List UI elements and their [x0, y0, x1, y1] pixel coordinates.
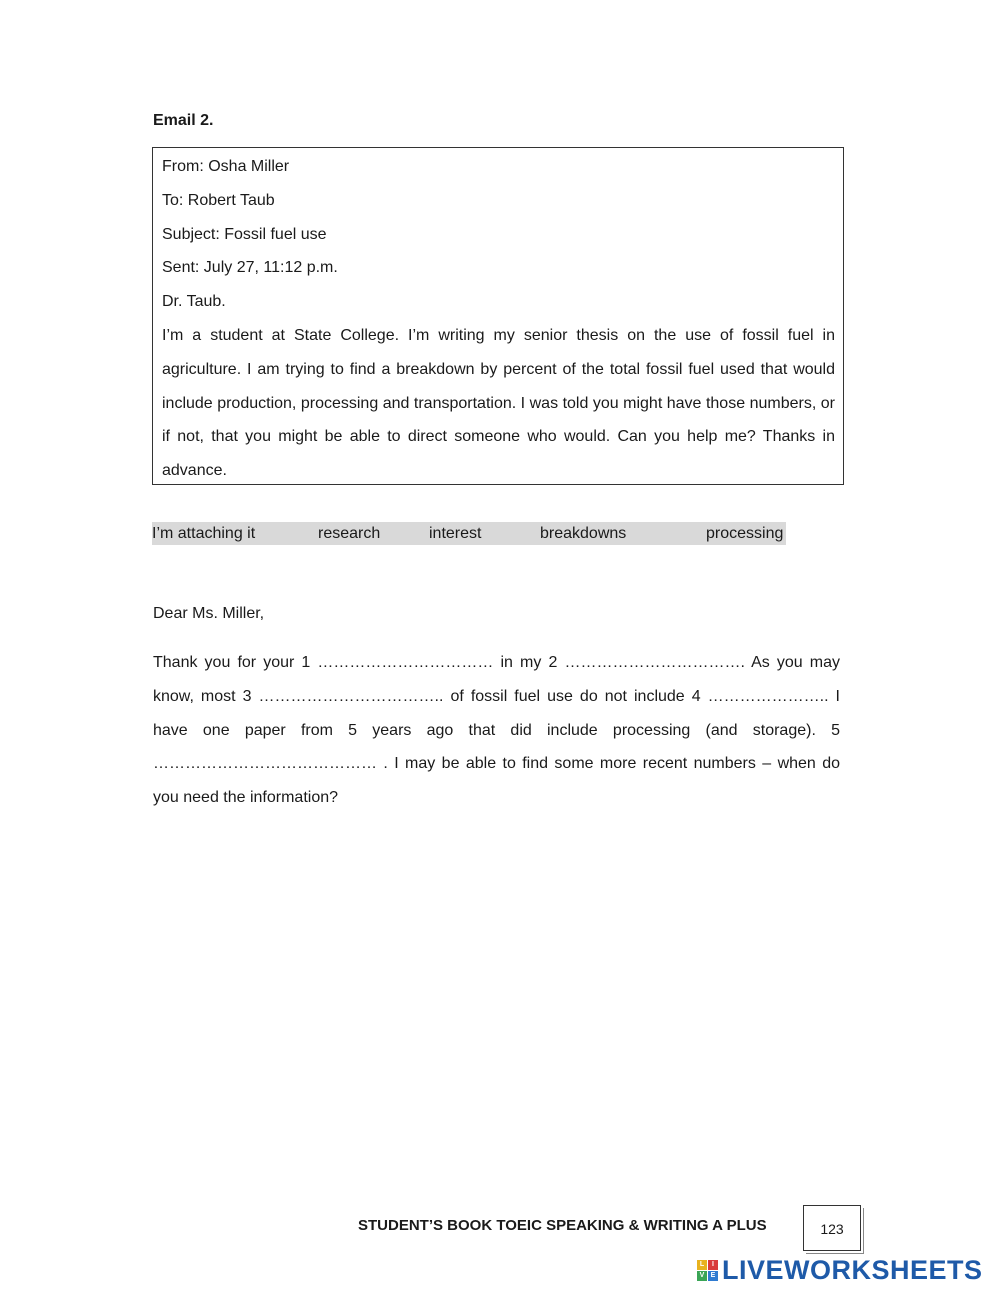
- logo-block-v: V: [697, 1271, 707, 1281]
- logo-text: LIVEWORKSHEETS: [722, 1254, 983, 1285]
- reply-salutation: Dear Ms. Miller,: [153, 605, 265, 622]
- logo-block-e: E: [708, 1271, 718, 1281]
- email-box: [152, 147, 844, 485]
- logo-blocks-icon: [697, 1260, 718, 1281]
- word-bank-item: research: [318, 525, 381, 542]
- email-subject: Subject: Fossil fuel use: [162, 225, 327, 243]
- email-greeting: Dr. Taub.: [162, 293, 226, 311]
- liveworksheets-logo: [697, 1255, 983, 1285]
- word-bank-item: processing: [706, 525, 784, 542]
- logo-block-l: L: [697, 1260, 707, 1270]
- word-bank: [152, 522, 786, 545]
- word-bank-item: I’m attaching it: [152, 525, 256, 542]
- email-to: To: Robert Taub: [162, 191, 275, 209]
- page-number: 123: [803, 1205, 861, 1251]
- word-bank-item: interest: [429, 525, 482, 542]
- email-from: From: Osha Miller: [162, 158, 290, 175]
- footer-title: STUDENT’S BOOK TOEIC SPEAKING & WRITING A PLUS: [358, 1217, 767, 1234]
- email-sent: Sent: July 27, 11:12 p.m.: [162, 259, 338, 277]
- email-body: I’m a student at State College. I’m writing my senior thesis on the use of fossil fuel in agriculture. I am trying to find a breakdown by percent of the total fossil fuel used that would include production, processing and transportation. I was told you might have those numbers, or if not, that you might be able to direct someone who would. Can you help me? Thanks in advance.: [162, 326, 835, 480]
- reply-body: Thank you for your 1 …………………………… in my 2 ……………………………. As you may know, most 3 …………………………….. of fossil fuel use do not include 4 ………………….. I have one paper from 5 years ago that did include processing (and storage). 5 …………………………………… . I may be able to find some more recent numbers – when do you need the information?: [153, 654, 840, 807]
- logo-block-i: I: [708, 1260, 718, 1270]
- word-bank-item: breakdowns: [540, 525, 627, 542]
- worksheet-heading: Email 2.: [153, 112, 214, 129]
